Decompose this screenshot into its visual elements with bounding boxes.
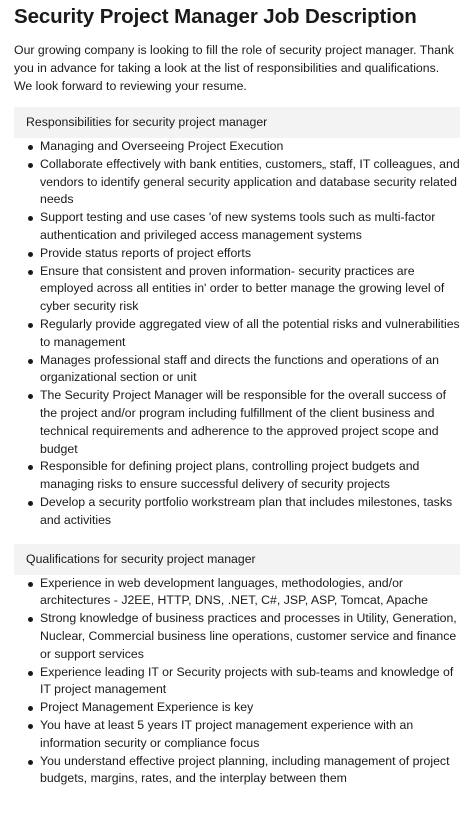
list-item: Support testing and use cases 'of new systems tools such as multi-factor authentication and privileged access management systems	[14, 209, 460, 245]
list-item: Collaborate effectively with bank entities, customers„ staff, IT colleagues, and vendors to identify general security application and database security related needs	[14, 156, 460, 209]
responsibilities-heading: Responsibilities for security project manager	[14, 107, 460, 138]
page-title: Security Project Manager Job Description	[14, 5, 417, 28]
list-item: Regularly provide aggregated view of all the potential risks and vulnerabilities to management	[14, 316, 460, 352]
list-item: Provide status reports of project efforts	[14, 245, 460, 263]
list-item: Strong knowledge of business practices and processes in Utility, Generation, Nuclear, Commercial business line operations, customer service and finance or support services	[14, 610, 460, 663]
list-item: Experience leading IT or Security projects with sub-teams and knowledge of IT project management	[14, 664, 460, 700]
list-item: Responsible for defining project plans, controlling project budgets and managing risks to ensure successful delivery of security projects	[14, 458, 460, 494]
list-item: Manages professional staff and directs the functions and operations of an organizational section or unit	[14, 352, 460, 388]
list-item: Ensure that consistent and proven information- security practices are employed across all entities in' order to better manage the growing level of cyber security risk	[14, 263, 460, 316]
list-item: The Security Project Manager will be responsible for the overall success of the project and/or program including fulfillment of the client business and technical requirements and adherence to the approved project scope and budget	[14, 387, 460, 458]
intro-paragraph: Our growing company is looking to fill the role of security project manager. Thank you in advance for taking a look at the list of responsibilities and qualifications. We look forward to reviewing your resume.	[14, 43, 454, 93]
list-item: You understand effective project planning, including management of project budgets, margins, rates, and the interplay between them	[14, 753, 460, 789]
list-item: Project Management Experience is key	[14, 699, 460, 717]
qualifications-list	[14, 575, 460, 789]
list-item: Managing and Overseeing Project Execution	[14, 138, 460, 156]
list-item: Experience in web development languages, methodologies, and/or architectures - J2EE, HTTP, DNS, .NET, C#, JSP, ASP, Tomcat, Apache	[14, 575, 460, 611]
responsibilities-list	[14, 138, 460, 530]
list-item: Develop a security portfolio workstream plan that includes milestones, tasks and activities	[14, 494, 460, 530]
qualifications-heading: Qualifications for security project manager	[14, 544, 460, 575]
list-item: You have at least 5 years IT project management experience with an information security or compliance focus	[14, 717, 460, 753]
